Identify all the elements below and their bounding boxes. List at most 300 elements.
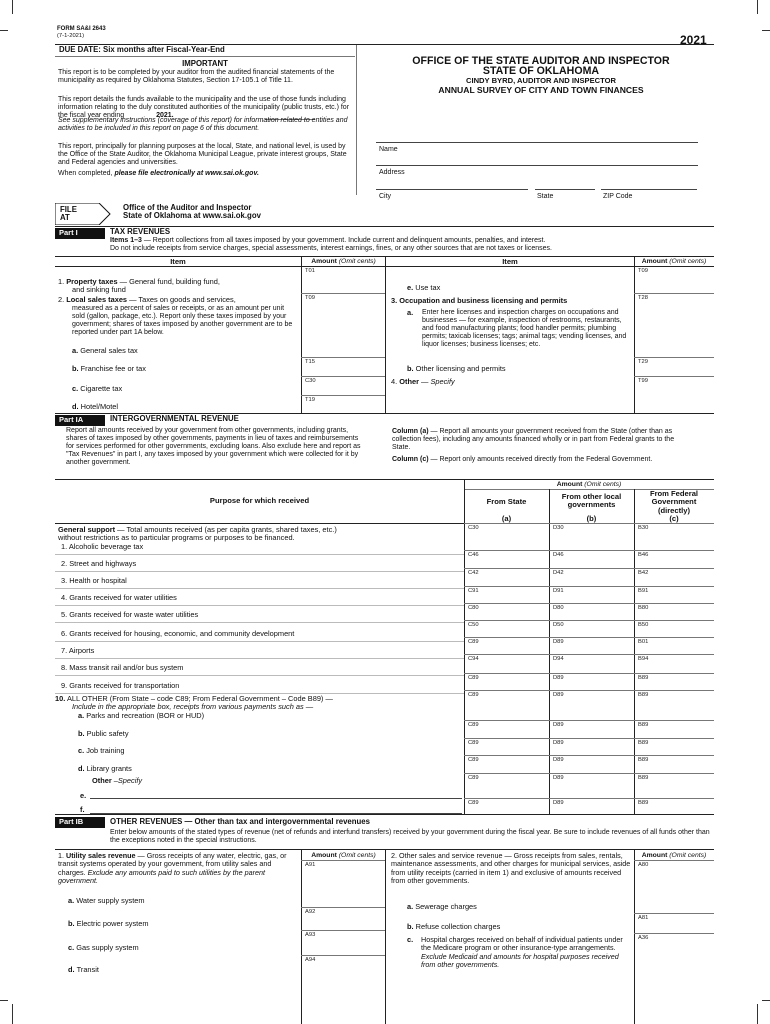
- auditor-name: CINDY BYRD, AUDITOR AND INSPECTOR: [465, 76, 617, 85]
- funds-text-body: This report details the funds available to the municipality and the use of those funds including information relating to the duly constituted authorities of the municipality (public trusts, etc.) for the fiscal year ending: [58, 96, 350, 120]
- row-rule: [55, 622, 464, 623]
- intergov-row: [61, 611, 456, 620]
- subrow-code-c: B89: [638, 722, 649, 728]
- use-tax: [407, 284, 440, 293]
- code-t28: T28: [638, 295, 648, 301]
- col-item-right: Item: [502, 257, 518, 266]
- intergov-subrow-letter: b.: [78, 729, 87, 738]
- amount-field-c[interactable]: [635, 587, 714, 603]
- supp-text: See supplementary instructions (coverage of this report) for information related to entities and activities to be included in this report on page 6 of this document.: [58, 117, 348, 133]
- purpose-header: Purpose for which received: [209, 496, 310, 505]
- row-code-b: D50: [553, 622, 564, 628]
- row-code-c: B89: [638, 675, 649, 681]
- item-2a-label: General sales tax: [80, 346, 138, 355]
- subrow-code-b: D89: [553, 722, 564, 728]
- when-completed-label: When completed,: [58, 170, 113, 177]
- item-2b-letter: b.: [72, 364, 79, 373]
- col-b-letter: (b): [586, 514, 597, 523]
- intergov-row-label: Grants received for waste water utilities: [69, 610, 199, 619]
- item-2c-label: Cigarette tax: [80, 384, 123, 393]
- row-code-a: C50: [468, 622, 479, 628]
- crop-mark: [0, 1000, 8, 1001]
- due-date: DUE DATE: Six months after Fiscal-Year-End: [59, 45, 225, 54]
- general-support-text: — Total amounts received (as per capita grants, shared taxes, etc.): [115, 525, 337, 534]
- ib-item-1-num: 1.: [58, 851, 64, 860]
- amount-field-a[interactable]: [465, 551, 549, 567]
- ib-2c-italic: Exclude Medicaid and amounts for hospital purposes received from other governments.: [421, 951, 619, 969]
- utility-row-letter: b.: [68, 919, 77, 928]
- item-2-bold: Local sales taxes: [66, 295, 128, 304]
- amount-field-c[interactable]: [635, 674, 714, 690]
- city-field[interactable]: [376, 189, 528, 190]
- planning-text: This report, principally for planning purposes at the local, State, and national level, is used by the Office of the State Auditor, the Oklahoma Municipal League, private interest groups, State and Federal agencies and universities.: [58, 143, 347, 167]
- file-at-label-2: AT: [60, 213, 70, 222]
- part-1b-amount-left: [302, 852, 385, 860]
- amount-field-a[interactable]: [465, 524, 549, 540]
- intergov-subrow-letter: a.: [78, 711, 87, 720]
- intergov-row-label: Health or hospital: [69, 576, 127, 585]
- part-1a-text: Report all amounts received by your government from other governments, including grants, shares of taxes imposed by other governments, payments in lieu of taxes and reimbursements for services performed for other governments, excluding loans. Also exclude here and report as "Tax Revenues" in part I, any taxes imposed by your government which were collected for it by another government.: [66, 427, 361, 467]
- amount-field-b[interactable]: [550, 655, 634, 671]
- intergov-subrow-label: Parks and recreation (BOR or HUD): [86, 711, 205, 720]
- ib-item-2-num: 2.: [391, 851, 397, 860]
- item-3a-text: Enter here licenses and inspection charges on occupations and businesses — for example, inspection of restrooms, restaurants, and food manufacturing plants; food handler permits; plumbing permits; taxicab licenses; tags; animal tags; vending licenses, and liquor licenses; business licenses; etc.: [422, 309, 627, 349]
- part-1b-amount-right-omit: (Omit cents): [669, 852, 707, 859]
- item-2-rest: — Taxes on goods and services,: [127, 295, 236, 304]
- item-1-num: 1.: [58, 277, 65, 286]
- item-2c-letter: c.: [72, 384, 79, 393]
- amount-field-c[interactable]: [635, 655, 714, 671]
- part-1-tag: Part I: [55, 228, 105, 239]
- utility-row-letter: c.: [68, 943, 77, 952]
- item-2d-label: Hotel/Motel: [80, 402, 119, 411]
- ib-item-2-text: Other sales and service revenue — Gross receipts from sales, rentals, maintenance assessments, and other charges for municipal services, aside from utility receipts (carried in item 1) and exclusive of amounts received from other governments.: [391, 851, 631, 885]
- intergov-row-num: 7.: [61, 646, 69, 655]
- when-completed: [58, 170, 259, 178]
- subrow-code-a: C89: [468, 757, 479, 763]
- item-4-label: Other: [399, 377, 419, 386]
- utility-row-code: A92: [305, 909, 316, 915]
- intergov-row-num: 8.: [61, 663, 70, 672]
- intergov-row-label: Street and highways: [69, 559, 137, 568]
- amount-field-b[interactable]: [550, 604, 634, 620]
- local-sales-taxes-detail: measured as a percent of sales or receipts, or as an amount per unit sold (gallon, package, etc.). Report only these taxes imposed by your government; shares of taxes imposed by another government are to be reported under part 1A below.: [72, 305, 293, 337]
- utility-row-label: Water supply system: [76, 896, 145, 905]
- intergov-subrow: [78, 712, 458, 721]
- part-1b-tag: Part IB: [55, 817, 105, 828]
- city-label: City: [379, 193, 392, 200]
- form-rev: (7-1-2021): [57, 33, 85, 39]
- intergov-row: [61, 560, 456, 569]
- occupation-licensing-amount[interactable]: [635, 294, 714, 356]
- intergov-row-label: Airports: [68, 646, 95, 655]
- row-rule: [55, 658, 464, 659]
- intergov-row-num: 5.: [61, 610, 70, 619]
- row-code-c: B50: [638, 622, 649, 628]
- amount-field-b[interactable]: [550, 569, 634, 585]
- column-a-note: [392, 428, 684, 452]
- intergov-row: [61, 543, 456, 552]
- row-code-a: C42: [468, 570, 479, 576]
- row-separator: [464, 755, 714, 756]
- other-f-letter: f.: [80, 805, 85, 814]
- item-3b-label: Other licensing and permits: [415, 364, 506, 373]
- from-federal-header-2: Government: [651, 497, 697, 506]
- intergov-row: [61, 594, 456, 603]
- funds-year: 2021.: [156, 112, 174, 120]
- utility-row: [68, 966, 99, 975]
- crop-mark: [762, 1000, 770, 1001]
- franchise-fee: [72, 365, 146, 374]
- intergov-row-num: 3.: [61, 576, 70, 585]
- subrow-code-c: B89: [638, 775, 649, 781]
- code-t15: T15: [305, 359, 315, 365]
- subrow-code-c: B89: [638, 740, 649, 746]
- zip-field[interactable]: [601, 189, 697, 190]
- crop-mark: [12, 1004, 13, 1024]
- row-code-b: D46: [553, 552, 564, 558]
- intergov-subrow-label: Library grants: [86, 764, 132, 773]
- row-rule: [55, 675, 464, 676]
- utility-sales-revenue: [58, 852, 296, 885]
- part-1a-amount-omit: (Omit cents): [584, 481, 622, 488]
- use-tax-amount[interactable]: [635, 267, 714, 292]
- col-c-letter: (c): [669, 514, 679, 523]
- subrow-code-b: D89: [553, 740, 564, 746]
- amount-field-a[interactable]: [465, 604, 549, 620]
- survey-title: ANNUAL SURVEY OF CITY AND TOWN FINANCES: [438, 85, 644, 95]
- intergov-row: [61, 682, 456, 691]
- other-specify-label: Other: [92, 776, 112, 785]
- amount-field-c[interactable]: [635, 604, 714, 620]
- sewerage-charges: [407, 903, 477, 912]
- col-amount-right-label: Amount: [641, 258, 668, 265]
- subrow-code-a: C89: [468, 722, 479, 728]
- row-code-a: C94: [468, 656, 479, 662]
- row-rule: [55, 641, 464, 642]
- utility-row-label: Gas supply system: [76, 943, 139, 952]
- amount-field-b[interactable]: [550, 674, 634, 690]
- row-code-a: C91: [468, 588, 479, 594]
- ib-2b-letter: b.: [407, 922, 414, 931]
- ib-2c-letter: c.: [407, 935, 414, 944]
- intergov-row: [61, 647, 456, 656]
- crop-mark: [0, 30, 8, 31]
- part-1-instr-text: — Report collections from all taxes imposed by your government. Include current and delinquent amounts, penalties, and interest.: [141, 237, 546, 244]
- utility-row-letter: a.: [68, 896, 77, 905]
- col-amount-left: [302, 258, 385, 266]
- amount-field-c[interactable]: [635, 638, 714, 654]
- row-separator: [464, 720, 714, 721]
- item-4-specify: — Specify: [421, 377, 455, 386]
- name-field[interactable]: [376, 165, 698, 166]
- other-f-code-c: B89: [638, 800, 649, 806]
- row-code-a: C89: [468, 639, 479, 645]
- intergov-row-label: Grants received for water utilities: [69, 593, 177, 602]
- col-a-letter: (a): [501, 514, 512, 523]
- code-a36: A36: [638, 935, 649, 941]
- intergov-row-label: Grants received for housing, economic, and community development: [69, 629, 295, 638]
- row-separator: [464, 738, 714, 739]
- utility-row-letter: d.: [68, 965, 77, 974]
- row-rule: [55, 571, 464, 572]
- other-f-code-a: C89: [468, 800, 479, 806]
- zip-label: ZIP Code: [603, 193, 633, 200]
- part-1b-amount-left-omit: (Omit cents): [338, 852, 376, 859]
- subrow-code-a: C89: [468, 775, 479, 781]
- row-code-b: D42: [553, 570, 564, 576]
- code-t01: T01: [305, 268, 315, 274]
- row-rule: [55, 554, 464, 555]
- ib-item-1-bold: Utility sales revenue: [66, 851, 136, 860]
- amount-field-b[interactable]: [550, 524, 634, 540]
- column-a-note-text: — Report all amounts your government received from the State (other than as collection fees), including any amounts financed wholly or in part from Federal grants to the State.: [392, 428, 675, 452]
- other-e-field[interactable]: [90, 798, 462, 799]
- part-1b-amount-right-label: Amount: [641, 852, 668, 859]
- utility-row: [68, 944, 139, 953]
- hotel-motel: [72, 403, 118, 412]
- intergov-row-num: 6.: [61, 629, 70, 638]
- utility-row: [68, 920, 149, 929]
- row-code-b: D30: [553, 525, 564, 531]
- form-year: 2021: [680, 33, 707, 47]
- row-code-b: D94: [553, 656, 564, 662]
- code-a91: A91: [305, 862, 316, 868]
- occupation-licensing: [391, 297, 567, 306]
- row-code-b: D80: [553, 605, 564, 611]
- intergov-subrow: [78, 765, 458, 774]
- subrow-code-b: D89: [553, 757, 564, 763]
- row-10-label: ALL OTHER (From State – code C89; From Federal Government – Code B89) —: [66, 694, 333, 703]
- intergov-subrow-letter: d.: [78, 764, 87, 773]
- part-1-instr-items: Items 1–3: [110, 237, 142, 244]
- franchise-fee-amount[interactable]: [302, 358, 385, 375]
- row-code-a: C80: [468, 605, 479, 611]
- part-1a-tag: Part IA: [55, 415, 105, 426]
- hospital-charges: [421, 936, 631, 969]
- row-separator: [464, 773, 714, 774]
- intergov-subrow-label: Job training: [86, 746, 125, 755]
- row-code-c: B46: [638, 552, 649, 558]
- row-10-code-c: B89: [638, 692, 649, 698]
- column-a-note-bold: Column (a): [392, 428, 429, 435]
- row-code-c: B42: [638, 570, 649, 576]
- other-specify-hint: –Specify: [111, 776, 143, 785]
- ib-2a-label: Sewerage charges: [415, 902, 477, 911]
- item-1-bold: Property taxes: [66, 277, 118, 286]
- row-code-c: B94: [638, 656, 649, 662]
- refuse-collection: [407, 923, 500, 932]
- from-federal-header: From Federal: [649, 489, 699, 498]
- col-amount-right-omit: (Omit cents): [669, 258, 707, 265]
- row-rule: [55, 588, 464, 589]
- item-2b-label: Franchise fee or tax: [80, 364, 146, 373]
- column-c-note-bold: Column (c): [392, 456, 429, 463]
- all-other-italic: Include in the appropriate box, receipts from various payments such as —: [72, 702, 314, 711]
- intergov-subrow: [78, 730, 458, 739]
- amount-field-b[interactable]: [550, 551, 634, 567]
- file-at-label-1: FILE: [60, 205, 77, 214]
- intergov-row-num: 2.: [61, 559, 70, 568]
- intergov-row-label: Grants received for transportation: [69, 681, 180, 690]
- other-sales-amounts-column[interactable]: [635, 861, 714, 1021]
- other-licensing-amount[interactable]: [635, 358, 714, 375]
- code-t09-right: T09: [638, 268, 648, 274]
- crop-mark: [762, 30, 770, 31]
- row-code-a: C30: [468, 525, 479, 531]
- local-sales-taxes: [58, 296, 236, 305]
- other-sales-service: [391, 852, 631, 885]
- part-1b-amount-right: [634, 852, 714, 860]
- utility-row-label: Transit: [76, 965, 99, 974]
- row-code-a: C46: [468, 552, 479, 558]
- property-taxes-line2: and sinking fund: [72, 285, 126, 294]
- cigarette-tax-amount[interactable]: [302, 377, 385, 394]
- utility-row-label: Electric power system: [76, 919, 149, 928]
- general-sales-tax-amount[interactable]: [302, 294, 385, 356]
- amount-field-a[interactable]: [465, 674, 549, 690]
- important-text: This report is to be completed by your auditor from the audited financial statements of the municipality as required by Oklahoma Statutes, Section 17-105.1 of Title 11.: [58, 69, 335, 85]
- part-1b-instr: Enter below amounts of the stated types of revenue (net of refunds and interfund transfers) received by your government during the fiscal year. Be sure to include revenues of all funds other than the exceptions noted in the special instructions.: [110, 829, 710, 845]
- part-1b-title: OTHER REVENUES — Other than tax and intergovernmental revenues: [110, 817, 370, 826]
- item-2e-label: Use tax: [415, 283, 441, 292]
- item-3a-letter: a.: [407, 308, 414, 317]
- file-at-text-2: State of Oklahoma at www.sai.ok.gov: [123, 211, 261, 220]
- part-1a-amount-label: Amount: [556, 481, 583, 488]
- item-2-num: 2.: [58, 295, 65, 304]
- intergov-row-label: Alcoholic beverage tax: [68, 542, 144, 551]
- part-1b-amount-left-label: Amount: [311, 852, 337, 859]
- other-taxes: [391, 378, 455, 387]
- amount-field-a[interactable]: [465, 655, 549, 671]
- intergov-row: [61, 664, 456, 673]
- row-code-c: B01: [638, 639, 649, 645]
- row-10-code-a: C89: [468, 692, 479, 698]
- from-local-header: From other local: [561, 492, 622, 501]
- row-rule: [55, 605, 464, 606]
- name-label: Name: [379, 146, 398, 153]
- other-licensing: [407, 365, 506, 374]
- hotel-motel-amount[interactable]: [302, 396, 385, 412]
- general-sales-tax: [72, 347, 138, 356]
- row-10-num: 10.: [55, 694, 66, 703]
- row-code-b: D89: [553, 675, 564, 681]
- subrow-code-a: C89: [468, 740, 479, 746]
- intergov-row-num: 1.: [61, 542, 69, 551]
- intergov-subrow: [78, 747, 458, 756]
- item-3-label: Occupation and business licensing and permits: [399, 296, 568, 305]
- row-code-b: D89: [553, 639, 564, 645]
- other-f-code-b: D89: [553, 800, 564, 806]
- property-taxes-amount[interactable]: [302, 267, 385, 292]
- ib-item-1-italic: Exclude any amounts paid to such utilities by the parent government.: [58, 867, 265, 885]
- item-2a-letter: a.: [72, 346, 79, 355]
- intergov-row: [61, 577, 456, 586]
- amount-field-c[interactable]: [635, 569, 714, 585]
- from-federal-header-3: (directly): [657, 506, 691, 515]
- column-c-note-text: — Report only amounts received directly from the Federal Government.: [428, 456, 653, 463]
- office-title-2: STATE OF OKLAHOMA: [482, 65, 600, 77]
- code-t99: T99: [638, 378, 648, 384]
- item-2d-letter: d.: [72, 402, 79, 411]
- row-10-code-b: D89: [553, 692, 564, 698]
- crop-mark: [12, 0, 13, 14]
- item-1-rest: — General fund, building fund,: [117, 277, 220, 286]
- intergov-subrow-letter: c.: [78, 746, 87, 755]
- row-code-b: D91: [553, 588, 564, 594]
- other-e-letter: e.: [80, 791, 87, 800]
- row-code-c: B91: [638, 588, 649, 594]
- ib-2c-text: Hospital charges received on behalf of individual patients under the Medicare program or other insurance-type arrangements.: [421, 935, 623, 953]
- column-c-note: [392, 456, 684, 464]
- part-1-instructions: [110, 237, 710, 253]
- other-taxes-amount[interactable]: [635, 377, 714, 412]
- item-2e-letter: e.: [407, 283, 414, 292]
- code-t19: T19: [305, 397, 315, 403]
- file-electronic: please file electronically at www.sai.ok.gov.: [114, 170, 259, 177]
- amount-field-a[interactable]: [465, 569, 549, 585]
- intergov-subrow-label: Public safety: [86, 729, 129, 738]
- item-3b-letter: b.: [407, 364, 414, 373]
- amount-field-c[interactable]: [635, 621, 714, 637]
- form-id: FORM SA&I 2643: [57, 26, 106, 32]
- state-field[interactable]: [535, 189, 595, 190]
- utility-row-code: A93: [305, 932, 316, 938]
- amount-field-b[interactable]: [550, 621, 634, 637]
- ib-2a-letter: a.: [407, 902, 414, 911]
- row-code-a: C89: [468, 675, 479, 681]
- important-title: IMPORTANT: [182, 59, 228, 68]
- code-c30: C30: [305, 378, 316, 384]
- cigarette-tax: [72, 385, 122, 394]
- crop-mark: [757, 0, 758, 14]
- utility-row-code: A94: [305, 957, 316, 963]
- amount-field-c[interactable]: [635, 524, 714, 540]
- amount-field-c[interactable]: [635, 551, 714, 567]
- office-title-1: OFFICE OF THE STATE AUDITOR AND INSPECTOR: [412, 55, 670, 67]
- crop-mark: [757, 1004, 758, 1024]
- utility-amounts-column[interactable]: [302, 861, 385, 1021]
- from-local-header-2: governments: [567, 500, 616, 509]
- subrow-code-c: B89: [638, 757, 649, 763]
- amount-field-a[interactable]: [465, 638, 549, 654]
- part-1a-title: INTERGOVERNMENTAL REVENUE: [110, 414, 239, 423]
- col-amount-right: [634, 258, 714, 266]
- col-item-left: Item: [170, 257, 186, 266]
- amount-field-a[interactable]: [465, 621, 549, 637]
- col-amount-left-label: Amount: [311, 258, 337, 265]
- utility-row: [68, 897, 145, 906]
- amount-field-b[interactable]: [550, 587, 634, 603]
- part-1a-amount-header: [464, 481, 714, 489]
- code-t09: T09: [305, 295, 315, 301]
- amount-field-b[interactable]: [550, 638, 634, 654]
- from-state-header: From State: [486, 497, 527, 506]
- item-3-num: 3.: [391, 296, 398, 305]
- amount-field-a[interactable]: [465, 587, 549, 603]
- other-specify: [92, 777, 142, 786]
- row-code-c: B80: [638, 605, 649, 611]
- ib-2b-label: Refuse collection charges: [415, 922, 501, 931]
- address-label: Address: [379, 169, 405, 176]
- code-a81: A81: [638, 915, 649, 921]
- intergov-row-label: Mass transit rail and/or bus system: [69, 663, 184, 672]
- item-4-num: 4.: [391, 377, 398, 386]
- file-at-text-1: Office of the Auditor and Inspector: [123, 203, 252, 212]
- intergov-row-num: 4.: [61, 593, 70, 602]
- code-a80: A80: [638, 862, 649, 868]
- part-1-title: TAX REVENUES: [110, 227, 171, 236]
